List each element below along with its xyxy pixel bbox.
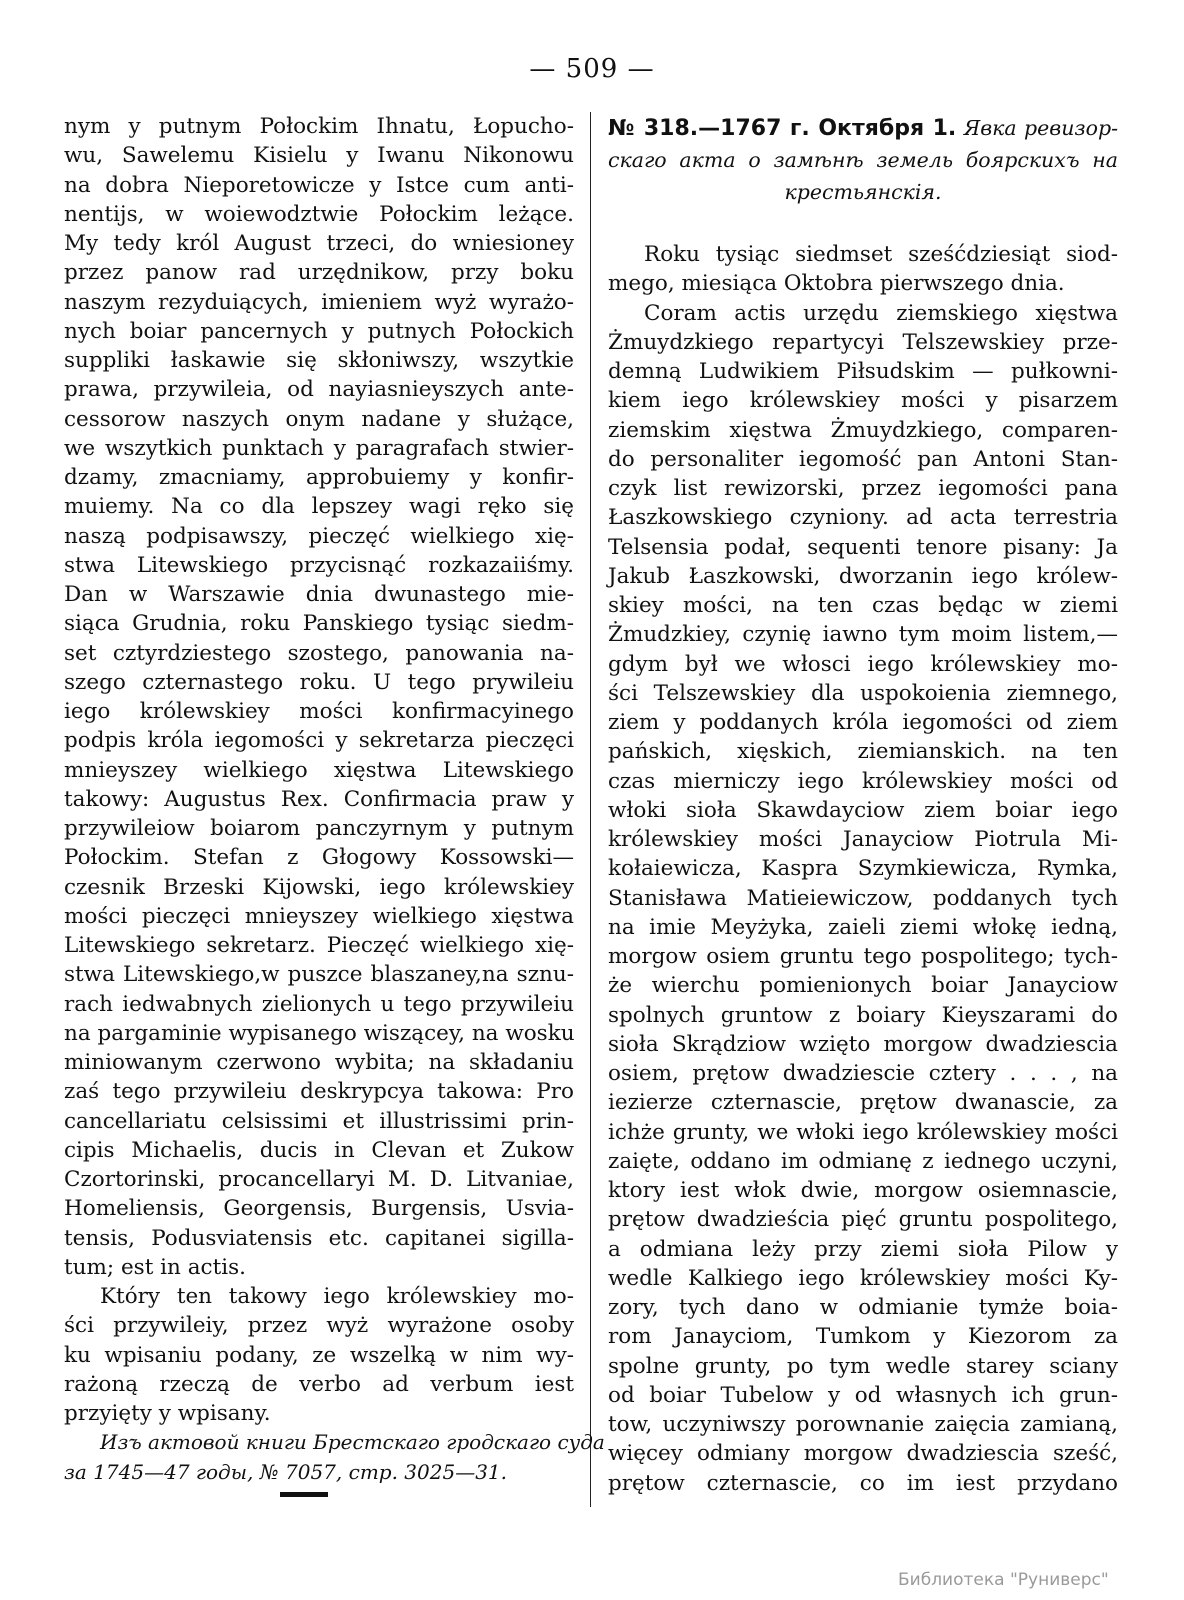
right-body-line: a odmiana leży przy ziemi sioła Pilow y [608,1236,1118,1262]
left-body-line: dzamy, zmacniamy, approbuiemy y konfir- [64,465,574,490]
right-body-line: wedle Kalkiego iego królewskiey mości Ky- [608,1265,1118,1291]
left-body-line: szego czternastego roku. U tego prywileiu [64,669,574,695]
left-body-line: Połockim. Stefan z Głogowy Kossowski— [64,845,574,871]
header-spacer [608,208,1118,240]
left-body-line: we wszytkich punktach y paragrafach stwier- [64,435,574,461]
right-body-line: od boiar Tubelow y od własnych ich grun- [608,1382,1118,1408]
left-body-line: muiemy. Na co dla lepszey wagi ręko się [64,494,574,520]
left-body-line: My tedy król August trzeci, do wniesioney [64,231,574,256]
left-body-line: prawa, przywileia, od nayiasnieyszych ante- [64,377,574,403]
left-body-line: iego królewskiey mości konfirmacyinego [64,699,574,724]
right-body-line: rom Janayciom, Tumkom y Kiezorom za [608,1324,1118,1350]
library-watermark: Библиотека "Руниверс" [898,1570,1109,1590]
right-body-line: czyk list rewizorski, przez iegomości pana [608,476,1118,501]
left-body-line: zaś tego przywileiu deskrypcya takowa: Pro [64,1079,574,1105]
left-body-line: stwa Litewskiego przycisnąć rozkazaiiśmy. [64,552,574,578]
left-body-line: ku wpisaniu podany, ze wszelką w nim wy- [64,1342,574,1368]
left-body-line: Dan w Warszawie dnia dwunastego mie- [64,582,574,607]
left-body-line: set cztyrdziestego szostego, panowania na- [64,640,574,666]
left-body-line: ści przywileiy, przez wyż wyrażone osoby [64,1313,574,1339]
right-body-line: skiey mości, na ten czas będąc w ziemi [608,593,1118,618]
right-body-line: kołaiewicza, Kaspra Szymkiewicza, Rymka, [608,856,1118,882]
right-body-line: mego, miesiąca Oktobra pierwszego dnia. [608,271,1065,297]
right-body-line: na imie Meyżyka, zaieli ziemi włokę iedną, [608,914,1118,940]
left-column [64,112,605,1487]
left-body-line: na pargaminie wypisanego wiszącey, na wosku [64,1020,575,1046]
document-title-part-1: Явка ревизор- [963,116,1118,140]
left-body-line: naszą podpisawszy, pieczęć wielkiego xię- [64,523,574,549]
right-body-line: osiem, prętow dwadziescie cztery . . . , na [608,1061,1118,1086]
left-body-line: cessorow naszych onym nadane y służące, [64,406,574,432]
right-body-line: zory, tych dano w odmianie tymże boia- [608,1295,1118,1320]
right-body-line: Stanisława Matieiewiczow, poddanych tych [608,885,1118,911]
right-body-line: królewskiey mości Janayciow Piotrula Mi- [608,827,1118,852]
left-body-line: czesnik Brzeski Kijowski, iego królewskiey [64,874,574,900]
document-date: —1767 г. Октября 1. [698,116,957,141]
left-body-line: wu, Sawelemu Kisielu y Iwanu Nikonowu [64,143,574,169]
left-body-line: nym y putnym Połockim Ihnatu, Łopucho- [64,114,574,139]
column-divider [590,112,591,1507]
right-body-line: Jakub Łaszkowski, dworzanin iego królew- [608,563,1118,589]
document-title-part-2: скаго акта о замѣнѣ земель боярскихъ на [608,148,1118,172]
right-body-line: Coram actis urzędu ziemskiego xięstwa [644,300,1118,326]
right-body-line: pańskich, xięskich, ziemianskich. na ten [608,739,1118,765]
right-body-line: ści Telszewskiey dla uspokoienia ziemnego, [608,680,1118,706]
right-body-line: morgow osiem gruntu tego pospolitego; tych- [608,944,1118,969]
right-body-line: Roku tysiąc siedmset sześćdziesiąt siod- [644,242,1118,267]
left-body-line: cancellariatu celsissimi et illustrissimi prin- [64,1108,574,1134]
right-body-line: Telsensia podał, sequenti tenore pisany: Ja [608,534,1118,560]
left-body-line: naszym rezyduiących, imieniem wyż wyrażo- [64,289,574,315]
right-body-line: sioła Skrądziow wzięto morgow dwadziescia [608,1031,1118,1057]
left-body-line: nentijs, w woiewodztwie Połockim leżące. [64,201,574,227]
left-body-line: przywileiow boiarom panczyrnym y putnym [64,816,574,841]
document-header-line-1 [608,112,1118,144]
left-body-line: podpis króla iegomości y sekretarza pieczęci [64,728,574,754]
right-body-line: że wierchu pomienionych boiar Janayciow [608,973,1118,999]
right-body-line: kiem iego królewskiey mości y pisarzem [608,388,1118,414]
right-body-line: ziem y poddanych króla iegomości od ziem [608,710,1118,735]
right-body-line: włoki sioła Skawdayciow ziem boiar iego [608,797,1118,823]
right-body-line: Łaszkowskiego czyniony. ad acta terrestria [608,505,1118,531]
right-body-line: prętow czternascie, co im iest przydano [608,1470,1118,1496]
right-body-line: czas mierniczy iego królewskiey mości od [608,768,1118,794]
end-rule [280,1492,328,1497]
left-body-line: przez panow rad urzędnikow, przy boku [64,260,574,286]
right-body-line: więcey odmiany morgow dwadziescia sześć, [608,1441,1118,1467]
right-body-line: demną Ludwikiem Piłsudskim — pułkowni- [608,359,1118,384]
document-title-part-3: крестьянскія. [784,180,942,204]
left-body-line: miniowanym czerwono wybita; na składaniu [64,1050,574,1075]
left-body-line: stwa Litewskiego,w puszce blaszaney,na sznu- [64,962,574,988]
document-number: № 318. [608,116,699,141]
left-body-line: siąca Grudnia, roku Panskiego tysiąc siedm- [64,611,574,637]
right-body-line: spolnych gruntow z boiary Kieyszarami do [608,1002,1118,1028]
right-body-line: zaięte, oddano im odmianę z iednego uczyni, [608,1148,1118,1174]
right-body-line: spolne grunty, po tym wedle starey sciany [608,1353,1118,1379]
left-body-line: przyięty y wpisany. [64,1401,271,1426]
left-body-line: takowy: Augustus Rex. Confirmacia praw y [64,786,574,812]
left-body-line: rach iedwabnych zielionych u tego przywileiu [64,991,574,1017]
page-number: — 509 — [529,54,655,84]
right-body-line: do personaliter iegomość pan Antoni Stan- [608,446,1118,472]
left-body-line: rażoną rzeczą de verbo ad verbum iest [64,1371,574,1397]
right-body-line: gdym był we włosci iego królewskiey mo- [608,651,1118,677]
left-body-line: nych boiar pancernych y putnych Połockich [64,318,574,344]
right-column-body [608,240,1118,1498]
left-body-line: na dobra Nieporetowicze y Istce cum anti- [64,172,574,198]
left-body-line: Homeliensis, Georgensis, Burgensis, Usvia- [64,1196,574,1222]
left-body-line: Który ten takowy iego królewskiey mo- [100,1284,574,1309]
right-body-line: tow, uczyniwszy porownanie zaięcia zamianą, [608,1412,1118,1437]
left-body-line: Litewskiego sekretarz. Pieczęć wielkiego xię- [64,933,574,958]
right-body-line: iezierze czternascie, prętow dwanascie, za [608,1090,1118,1116]
left-body-line: mnieyszey wielkiego xięstwa Litewskiego [64,757,574,783]
left-body-line: suppliki łaskawie się skłoniwszy, wszytkie [64,348,574,373]
source-citation-line: за 1745—47 годы, № 7057, стр. 3025—31. [64,1459,508,1484]
right-body-line: Żmuydzkiego repartycyi Telszewskiey prze- [608,329,1118,355]
right-body-line: ichże grunty, we włoki iego królewskiey mości [608,1119,1118,1145]
right-column [608,112,1118,1498]
left-body-line: Czortorinski, procancellaryi M. D. Litvaniae, [64,1167,574,1192]
left-body-line: tum; est in actis. [64,1254,246,1280]
right-body-line: ziemskim xięstwa Żmuydzkiego, comparen- [608,417,1118,443]
source-citation-line: Изъ актовой книги Брестскаго гродскаго суда [100,1430,605,1455]
right-body-line: Żmudzkiey, czynię iawno tym moim listem,— [608,622,1118,648]
left-body-line: mości pieczęci mnieyszey wielkiego xięstwa [64,903,574,929]
left-body-line: tensis, Podusviatensis etc. capitanei sigilla- [64,1225,574,1251]
right-body-line: ktory iest włok dwie, morgow osiemnascie, [608,1178,1118,1203]
left-body-line: cipis Michaelis, ducis in Clevan et Zukow [64,1137,574,1163]
right-body-line: prętow dwadzieścia pięć gruntu pospolitego, [608,1207,1118,1233]
